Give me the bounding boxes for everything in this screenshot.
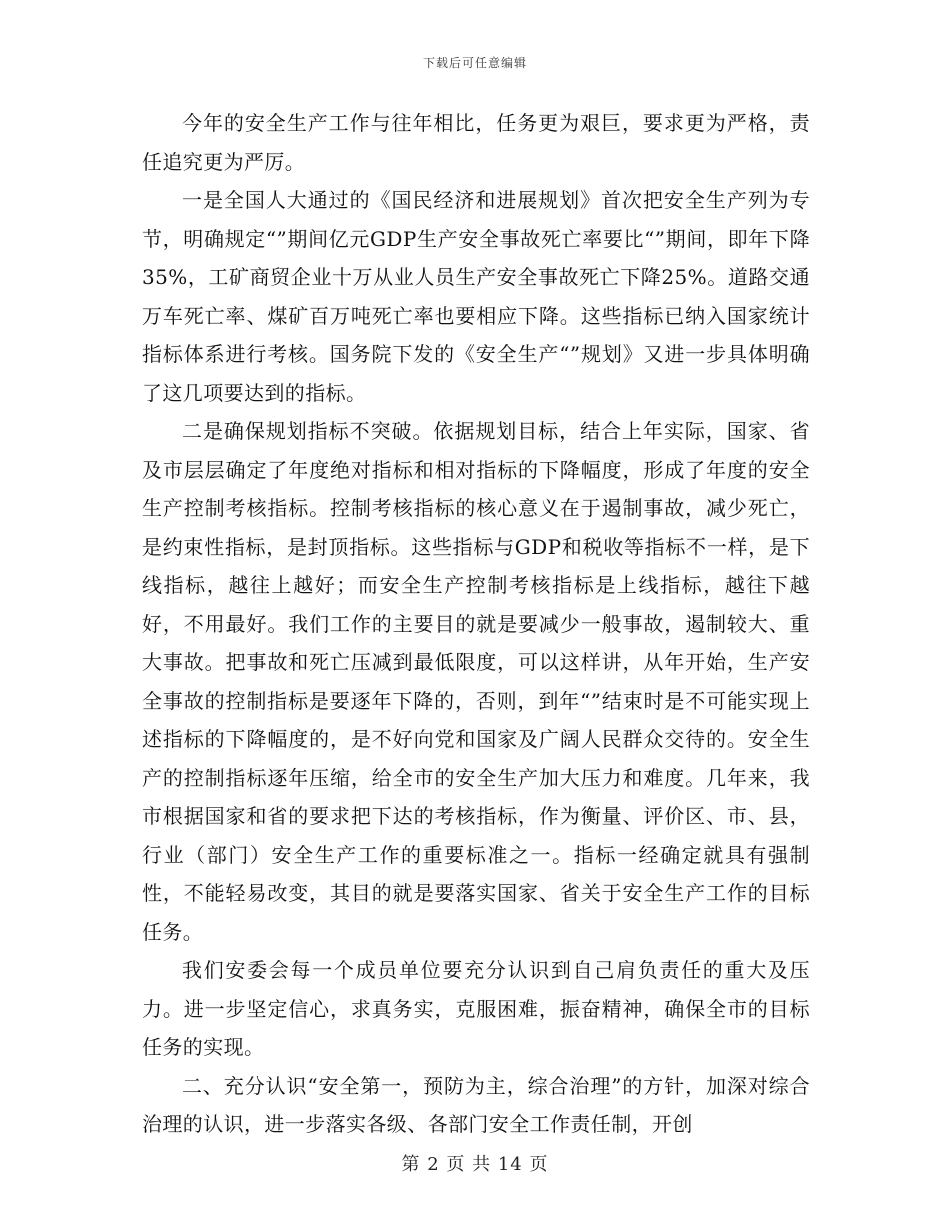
document-body <box>142 104 810 1144</box>
paragraph-responsibility: 我们安委会每一个成员单位要充分认识到自己肩负责任的重大及压力。进一步坚定信心，求真务实，克服困难，振奋精神，确保全市的目标任务的实现。 <box>142 958 810 1059</box>
header-note: 下载后可任意编辑 <box>422 56 527 70</box>
paragraph-intro: 今年的安全生产工作与往年相比，任务更为艰巨，要求更为严格，责任追究更为严厉。 <box>142 111 810 174</box>
paragraph-point-one: 一是全国人大通过的《国民经济和进展规划》首次把安全生产列为专节，明确规定“”期间亿元GDP生产安全事故死亡率要比“”期间，即年下降35%，工矿商贸企业十万从业人员生产安全事故死亡下降25%。道路交通万车死亡率、煤矿百万吨死亡率也要相应下降。这些指标已纳入国家统计指标体系进行考核。国务院下发的《安全生产“”规划》又进一步具体明确了这几项要达到的指标。 <box>142 188 810 405</box>
page-number: 第 2 页 共 14 页 <box>401 1154 549 1175</box>
paragraph-section-two: 二、充分认识“安全第一，预防为主，综合治理”的方针，加深对综合治理的认识，进一步落实各级、各部门安全工作责任制，开创 <box>142 1073 810 1136</box>
paragraph-point-two: 二是确保规划指标不突破。依据规划目标，结合上年实际，国家、省及市层层确定了年度绝对指标和相对指标的下降幅度，形成了年度的安全生产控制考核指标。控制考核指标的核心意义在于遏制事故，减少死亡，是约束性指标，是封顶指标。这些指标与GDP和税收等指标不一样，是下线指标，越往上越好；而安全生产控制考核指标是上线指标，越往下越好，不用最好。我们工作的主要目的就是要减少一般事故，遏制较大、重大事故。把事故和死亡压减到最低限度，可以这样讲，从年开始，生产安全事故的控制指标是要逐年下降的，否则，到年“”结束时是不可能实现上述指标的下降幅度的，是不好向党和国家及广阔人民群众交待的。安全生产的控制指标逐年压缩，给全市的安全生产加大压力和难度。几年来，我市根据国家和省的要求把下达的考核指标，作为衡量、评价区、市、县，行业（部门）安全生产工作的重要标准之一。指标一经确定就具有强制性，不能轻易改变，其目的就是要落实国家、省关于安全生产工作的目标任务。 <box>142 419 810 944</box>
